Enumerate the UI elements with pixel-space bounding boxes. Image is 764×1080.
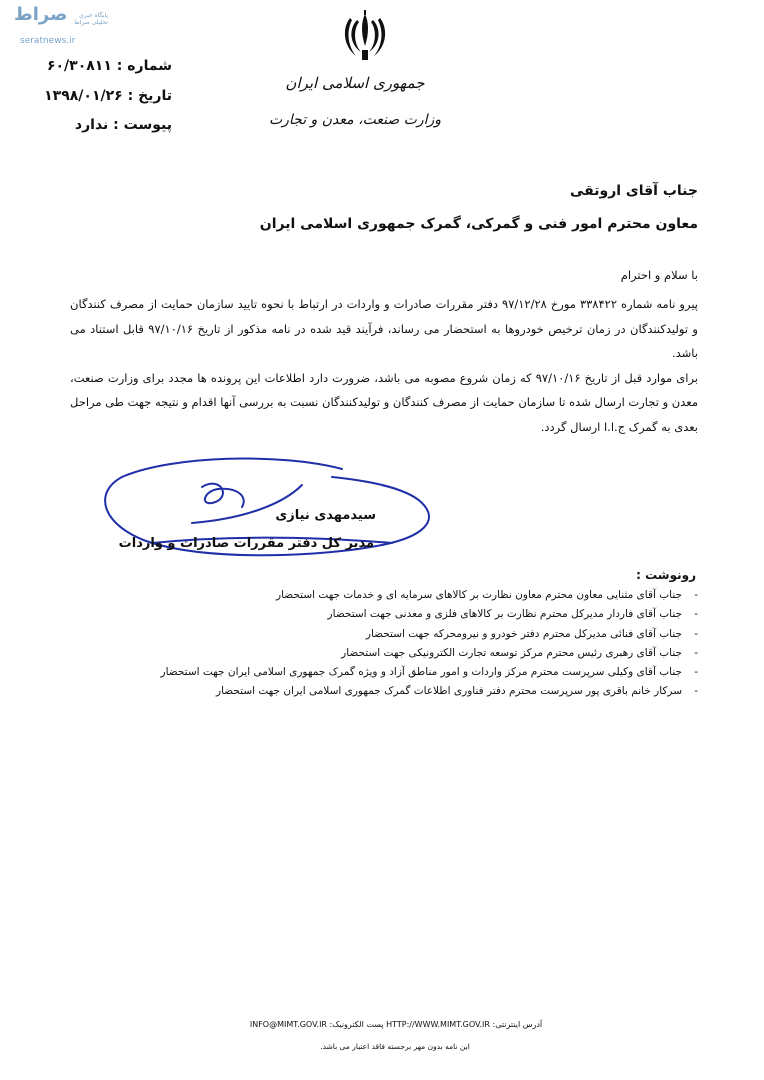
cc-item: - جناب آقای وکیلی سرپرست محترم مرکز واردات و امور مناطق آزاد و ویژه گمرک جمهوری اسلامی ایران جهت استحضار: [58, 663, 698, 682]
cc-item: - جناب آقای مثنایی معاون محترم معاون نظارت بر کالاهای سرمایه ای و خدمات جهت استحضار: [58, 586, 698, 605]
footer-note: این نامه بدون مهر برجسته فاقد اعتبار می باشد.: [320, 1042, 470, 1051]
footer-contact: آدرس اینترنتی: HTTP://WWW.MIMT.GOV.IR پست الکترونیک: INFO@MIMT.GOV.IR: [249, 1020, 543, 1029]
cc-label: رونوشت :: [636, 568, 696, 582]
watermark-url: seratnews.ir: [20, 36, 76, 46]
greeting: با سلام و احترام: [620, 268, 698, 282]
body-paragraph: پیرو نامه شماره ۳۳۸۴۲۲ مورخ ۹۷/۱۲/۲۸ دفتر مقررات صادرات و واردات در ارتباط با نحوه تایید سازمان حمایت از مصرف کنندگان و تولیدکنندگان در زمان ترخیص خودروها به استحضار می رساند، فرآیند قید شده در نامه مذکور از تاریخ ۹۷/۱۰/۱۶ قابل استناد می باشد.: [70, 297, 699, 360]
cc-item: - جناب آقای رهبری رئیس محترم مرکز توسعه تجارت الکترونیکی جهت استحضار: [58, 644, 698, 663]
recipient-name: جناب آقای اروتقی: [570, 183, 698, 199]
cc-item: - جناب آقای فاردار مدیرکل محترم نظارت بر کالاهای فلزی و معدنی جهت استحضار: [58, 605, 698, 624]
recipient-title: معاون محترم امور فنی و گمرکی، گمرک جمهوری اسلامی ایران: [259, 216, 698, 232]
watermark-subtitle: پایگاه خبری تحلیلی صراط: [74, 12, 108, 26]
letter-body: [70, 292, 698, 439]
header-republic: جمهوری اسلامی ایران: [285, 74, 425, 92]
cc-item: - جناب آقای فنائی مدیرکل محترم دفتر خودرو و نیرومحرکه جهت استحضار: [58, 625, 698, 644]
body-paragraph: برای موارد قبل از تاریخ ۹۷/۱۰/۱۶ که زمان شروع مصوبه می باشد، ضرورت دارد اطلاعات این پرونده ها مجدد برای وزارت صنعت، معدن و تجارت ارسال شده تا سازمان حمایت از مصرف کنندگان و تولیدکنندگان نسبت به بررسی آنها اقدام و نتیجه جهت طی مراحل بعدی به گمرک ج.ا.ا ارسال گردد.: [70, 370, 698, 434]
letter-number: شماره : ۶۰/۳۰۸۱۱: [46, 58, 172, 74]
watermark-logo: صراط: [14, 4, 68, 25]
header-ministry: وزارت صنعت، معدن و تجارت: [268, 112, 442, 128]
letter-attachment: پیوست : ندارد: [74, 117, 172, 133]
watermark: [8, 4, 108, 50]
signer-name: سیدمهدی نیازی: [275, 508, 376, 523]
cc-item: - سرکار خانم باقری پور سرپرست محترم دفتر فناوری اطلاعات گمرک جمهوری اسلامی ایران جهت استحضار: [58, 682, 698, 701]
iran-emblem-icon: [340, 10, 390, 62]
letter-date: تاریخ : ۱۳۹۸/۰۱/۲۶: [44, 88, 172, 104]
cc-list: [58, 586, 698, 702]
signer-title: مدیر کل دفتر مقررات صادرات و واردات: [118, 536, 374, 551]
